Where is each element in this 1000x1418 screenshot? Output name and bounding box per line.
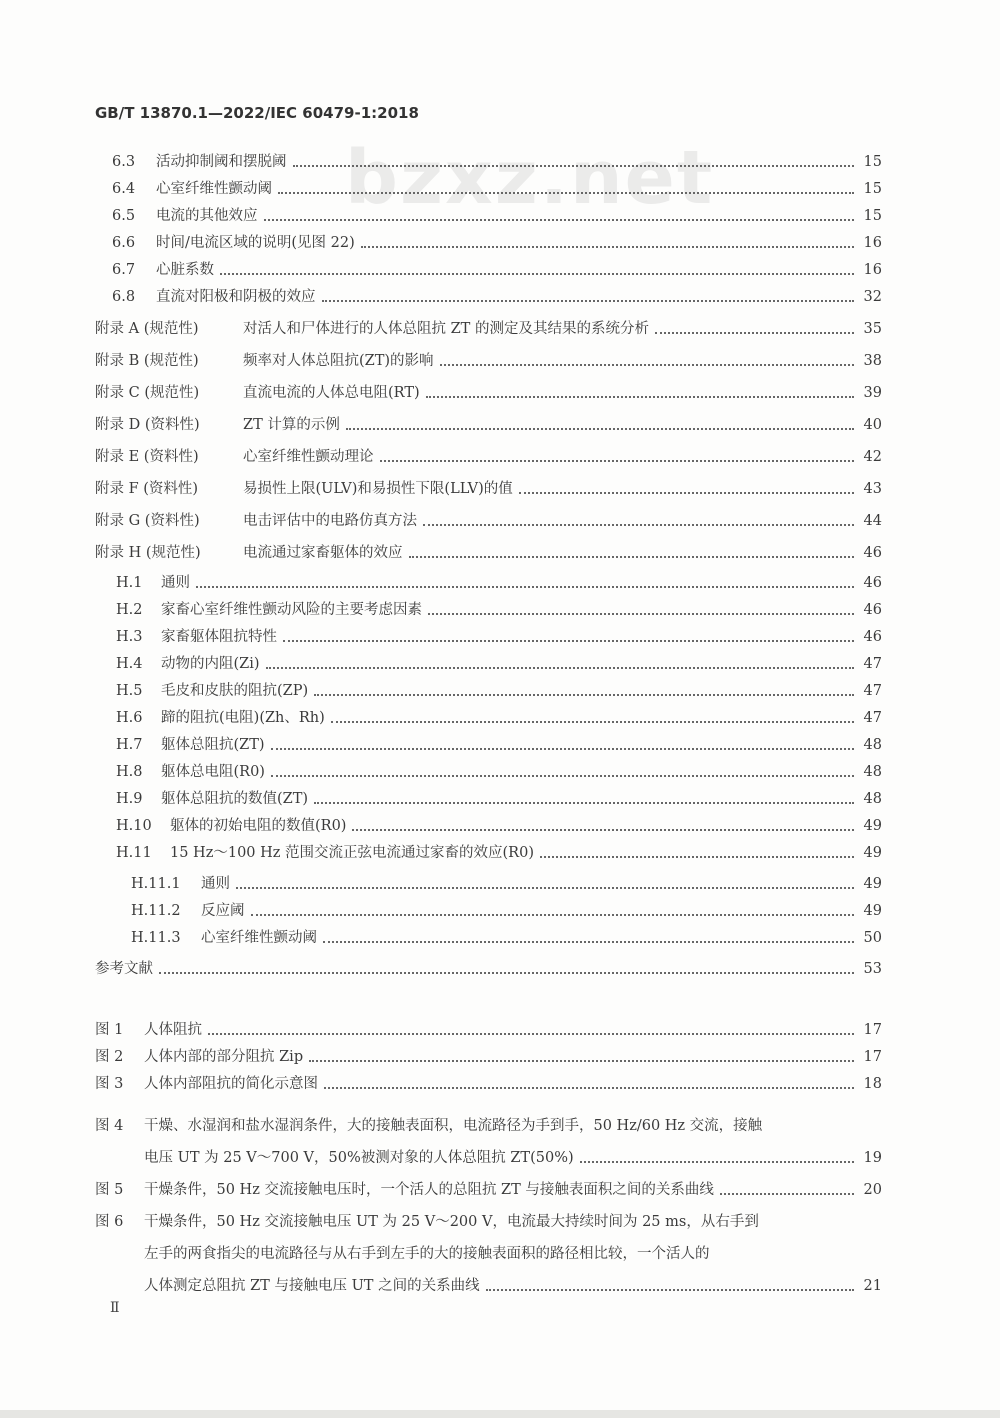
figure-title: 干燥、水湿润和盐水湿润条件，大的接触表面积，电流路径为手到手，50 Hz/60 Hz 交流，接触 [144, 1118, 763, 1134]
toc-entry-title: 反应阈 [201, 903, 245, 919]
toc-entry-number: 6.7 [112, 262, 136, 278]
toc-entry-page: 15 [863, 181, 882, 197]
toc-leader-dots [409, 547, 855, 558]
toc-leader-dots [428, 604, 854, 615]
figure-number: 图 4 [95, 1118, 124, 1134]
toc-entry-number: 附录 C (规范性) [95, 385, 200, 401]
toc-leader-dots [266, 658, 854, 669]
toc-entry-title: 家畜躯体阻抗特性 [161, 629, 277, 645]
figure-number: 图 3 [95, 1076, 124, 1092]
toc-entry-title: 家畜心室纤维性颤动风险的主要考虑因素 [161, 602, 422, 618]
toc-entry-title: 易损性上限(ULV)和易损性下限(LLV)的值 [243, 481, 513, 497]
toc-entry-page: 38 [863, 353, 882, 369]
toc-entry-number: H.6 [116, 710, 143, 726]
figure-page: 20 [863, 1182, 882, 1198]
toc-entry-number: H.8 [116, 764, 143, 780]
toc-leader-dots [440, 355, 854, 366]
toc-leader-dots [324, 1078, 854, 1089]
toc-entry-number: 附录 F (资料性) [95, 481, 199, 497]
toc-leader-dots [283, 631, 854, 642]
toc-entry-page: 47 [863, 656, 882, 672]
figure-page: 19 [863, 1150, 882, 1166]
figure-entry[interactable] [95, 1178, 882, 1200]
toc-leader-dots [278, 183, 854, 194]
toc-entry-title: 躯体总电阻(R0) [161, 764, 265, 780]
toc-leader-dots [323, 932, 854, 943]
toc-entry-title: 动物的内阻(Zi) [161, 656, 260, 672]
toc-entry[interactable] [95, 509, 882, 531]
toc-entry-number: H.11.2 [131, 903, 181, 919]
toc-leader-dots [331, 712, 854, 723]
toc-leader-dots [322, 291, 855, 302]
toc-entry[interactable] [95, 349, 882, 371]
figure-entry[interactable] [95, 1114, 882, 1136]
toc-entry[interactable] [112, 231, 882, 253]
toc-entry-page: 16 [863, 235, 882, 251]
toc-leader-dots [346, 419, 854, 430]
toc-entry[interactable] [112, 150, 882, 172]
toc-entry[interactable] [95, 381, 882, 403]
toc-entry-page: 47 [863, 710, 882, 726]
toc-entry-page: 35 [863, 321, 882, 337]
figure-title: 人体阻抗 [144, 1022, 202, 1038]
toc-leader-dots [309, 1051, 854, 1062]
toc-entry-number: H.10 [116, 818, 152, 834]
toc-entry-title: 躯体的初始电阻的数值(R0) [170, 818, 347, 834]
toc-leader-dots [271, 766, 854, 777]
toc-entry-number: 附录 B (规范性) [95, 353, 199, 369]
toc-leader-dots [208, 1024, 854, 1035]
figure-entry[interactable] [95, 1045, 882, 1067]
toc-entry-page: 16 [863, 262, 882, 278]
toc-entry[interactable] [116, 598, 882, 620]
toc-entry-page: 49 [863, 818, 882, 834]
figure-page: 21 [863, 1278, 882, 1294]
toc-entry-page: 39 [863, 385, 882, 401]
toc-leader-dots [220, 264, 854, 275]
toc-entry-page: 15 [863, 208, 882, 224]
toc-entry[interactable] [95, 317, 882, 339]
toc-leader-dots [236, 878, 854, 889]
toc-entry-title: 心脏系数 [156, 262, 214, 278]
toc-entry-page: 46 [863, 602, 882, 618]
toc-entry-number: 6.4 [112, 181, 136, 197]
figure-entry-continuation [95, 1146, 882, 1168]
toc-entry[interactable] [112, 258, 882, 280]
toc-entry-page: 49 [863, 903, 882, 919]
toc-entry-number: H.2 [116, 602, 143, 618]
toc-entry-title: 电流的其他效应 [156, 208, 258, 224]
toc-leader-dots [314, 793, 854, 804]
toc-entry-page: 46 [863, 545, 882, 561]
toc-entry-page: 15 [863, 154, 882, 170]
toc-entry[interactable] [95, 541, 882, 563]
toc-entry-title: 心室纤维性颤动阈 [201, 930, 317, 946]
page-bottom-edge [0, 1410, 1000, 1418]
toc-entry-number: 附录 G (资料性) [95, 513, 200, 529]
toc-leader-dots [196, 577, 854, 588]
figure-title: 人体测定总阻抗 ZT 与接触电压 UT 之间的关系曲线 [144, 1278, 480, 1294]
toc-entry-title: 参考文献 [95, 961, 153, 977]
toc-entry-title: 电击评估中的电路仿真方法 [243, 513, 417, 529]
toc-entry-page: 43 [863, 481, 882, 497]
toc-entry[interactable] [95, 445, 882, 467]
toc-entry-number: H.11 [116, 845, 152, 861]
toc-leader-dots [352, 820, 854, 831]
toc-entry-page: 48 [863, 737, 882, 753]
toc-entry-page: 46 [863, 575, 882, 591]
toc-entry-number: H.4 [116, 656, 143, 672]
toc-leader-dots [580, 1152, 854, 1163]
toc-entry-page: 49 [863, 876, 882, 892]
figure-number: 图 2 [95, 1049, 124, 1065]
figure-title: 人体内部阻抗的简化示意图 [144, 1076, 318, 1092]
toc-leader-dots [426, 387, 854, 398]
toc-entry-number: 6.5 [112, 208, 136, 224]
figure-title: 人体内部的部分阻抗 Zip [144, 1049, 304, 1065]
toc-leader-dots [655, 323, 854, 334]
toc-entry-title: 通则 [201, 876, 230, 892]
toc-entry-title: 15 Hz～100 Hz 范围交流正弦电流通过家畜的效应(R0) [170, 845, 534, 861]
toc-entry-title: 电流通过家畜躯体的效应 [243, 545, 403, 561]
toc-entry-number: 附录 A (规范性) [95, 321, 199, 337]
figure-number: 图 5 [95, 1182, 124, 1198]
toc-entry-title: 频率对人体总阻抗(ZT)的影响 [243, 353, 434, 369]
figure-title: 干燥条件，50 Hz 交流接触电压 UT 为 25 V～200 V，电流最大持续时间为 25 ms，从右手到 [144, 1214, 759, 1230]
toc-entry-title: 毛皮和皮肤的阻抗(ZP) [161, 683, 309, 699]
toc-entry-page: 32 [863, 289, 882, 305]
figure-page: 17 [863, 1022, 882, 1038]
toc-entry-page: 50 [863, 930, 882, 946]
toc-entry[interactable] [116, 571, 882, 593]
figure-entry[interactable] [95, 1210, 882, 1232]
toc-entry[interactable] [116, 814, 882, 836]
toc-entry-number: H.11.1 [131, 876, 181, 892]
figure-entry[interactable] [95, 1072, 882, 1094]
toc-entry-title: 蹄的阻抗(电阻)(Zh、Rh) [161, 710, 325, 726]
toc-leader-dots [720, 1184, 854, 1195]
toc-entry[interactable] [116, 787, 882, 809]
toc-entry[interactable] [116, 733, 882, 755]
toc-leader-dots [540, 847, 854, 858]
toc-entry-page: 48 [863, 791, 882, 807]
toc-entry-page: 40 [863, 417, 882, 433]
toc-leader-dots [486, 1280, 854, 1291]
toc-entry-title: 通则 [161, 575, 190, 591]
toc-leader-dots [293, 156, 855, 167]
toc-entry[interactable] [131, 899, 882, 921]
toc-entry[interactable] [112, 204, 882, 226]
figure-title: 干燥条件，50 Hz 交流接触电压时，一个活人的总阻抗 ZT 与接触表面积之间的关系曲线 [144, 1182, 714, 1198]
toc-entry-number: H.11.3 [131, 930, 181, 946]
page-number-footer: Ⅱ [110, 1300, 120, 1316]
toc-entry-page: 53 [863, 961, 882, 977]
toc-entry[interactable] [95, 477, 882, 499]
toc-entry[interactable] [112, 285, 882, 307]
toc-leader-dots [519, 483, 854, 494]
toc-entry-number: 附录 D (资料性) [95, 417, 200, 433]
toc-entry-number: H.7 [116, 737, 143, 753]
toc-leader-dots [380, 451, 855, 462]
toc-entry[interactable] [116, 760, 882, 782]
toc-entry-number: 附录 H (规范性) [95, 545, 201, 561]
toc-entry-title: 直流电流的人体总电阻(RT) [243, 385, 420, 401]
toc-entry-number: 6.3 [112, 154, 136, 170]
figure-entry-continuation [95, 1274, 882, 1296]
toc-leader-dots [271, 739, 854, 750]
figure-title: 电压 UT 为 25 V～700 V，50%被测对象的人体总阻抗 ZT(50%) [144, 1150, 574, 1166]
toc-entry-title: 躯体总阻抗(ZT) [161, 737, 265, 753]
toc-entry-title: 躯体总阻抗的数值(ZT) [161, 791, 309, 807]
figure-page: 18 [863, 1076, 882, 1092]
toc-entry[interactable] [116, 841, 882, 863]
toc-entry-number: H.1 [116, 575, 143, 591]
toc-entry-page: 49 [863, 845, 882, 861]
toc-entry-page: 48 [863, 764, 882, 780]
toc-entry-title: ZT 计算的示例 [243, 417, 340, 433]
toc-leader-dots [251, 905, 855, 916]
toc-entry[interactable] [95, 413, 882, 435]
toc-entry-page: 44 [863, 513, 882, 529]
figure-title: 左手的两食指尖的电流路径与从右手到左手的大的接触表面积的路径相比较，一个活人的 [144, 1246, 710, 1262]
toc-entry-title: 心室纤维性颤动理论 [243, 449, 374, 465]
standard-header: GB/T 13870.1—2022/IEC 60479-1:2018 [95, 104, 419, 122]
figure-entry[interactable] [95, 1018, 882, 1040]
figure-entry-continuation [95, 1242, 882, 1264]
figure-page: 17 [863, 1049, 882, 1065]
toc-leader-dots [264, 210, 855, 221]
toc-entry[interactable] [131, 926, 882, 948]
toc-entry[interactable] [131, 872, 882, 894]
toc-leader-dots [159, 963, 854, 974]
toc-entry-title: 直流对阳极和阴极的效应 [156, 289, 316, 305]
toc-entry-page: 47 [863, 683, 882, 699]
toc-leader-dots [361, 237, 854, 248]
toc-entry[interactable] [116, 706, 882, 728]
toc-leader-dots [314, 685, 854, 696]
toc-entry-number: 附录 E (资料性) [95, 449, 199, 465]
toc-entry[interactable] [116, 679, 882, 701]
toc-entry[interactable] [116, 652, 882, 674]
toc-entry-page: 42 [863, 449, 882, 465]
figure-number: 图 1 [95, 1022, 124, 1038]
toc-entry-title: 时间/电流区域的说明(见图 22) [156, 235, 355, 251]
toc-entry-number: 6.8 [112, 289, 136, 305]
toc-entry-number: H.9 [116, 791, 143, 807]
watermark: bzxz.net [345, 135, 715, 221]
toc-entry-title: 活动抑制阈和摆脱阈 [156, 154, 287, 170]
toc-entry-title: 对活人和尸体进行的人体总阻抗 ZT 的测定及其结果的系统分析 [243, 321, 649, 337]
toc-leader-dots [423, 515, 854, 526]
figure-number: 图 6 [95, 1214, 124, 1230]
toc-entry-number: H.5 [116, 683, 143, 699]
toc-entry-page: 46 [863, 629, 882, 645]
toc-entry-number: H.3 [116, 629, 143, 645]
toc-entry[interactable] [95, 957, 882, 979]
toc-entry-title: 心室纤维性颤动阈 [156, 181, 272, 197]
toc-entry-number: 6.6 [112, 235, 136, 251]
toc-entry[interactable] [116, 625, 882, 647]
toc-entry[interactable] [112, 177, 882, 199]
